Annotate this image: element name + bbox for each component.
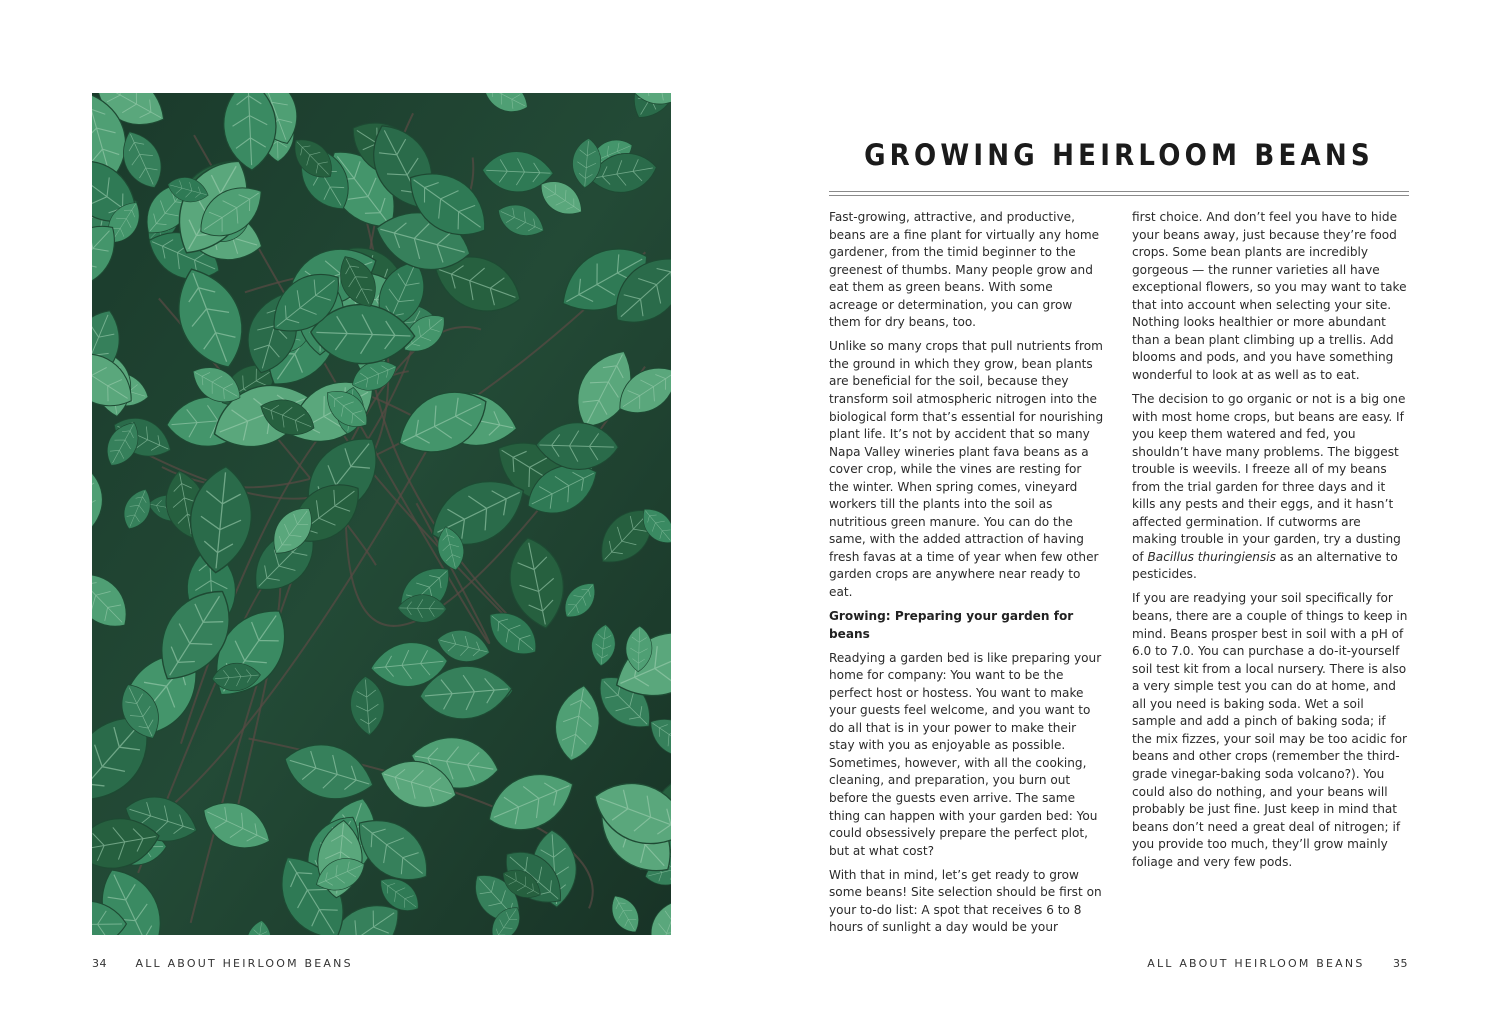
text-column-left xyxy=(829,209,1105,943)
paragraph: Fast-growing, attractive, and productive, beans are a fine plant for virtually any home gardener, from the timid beginner to the greenest of thumbs. Many people grow and eat them as green beans. With some acreage or determination, you can grow them for dry beans, too. xyxy=(829,210,1100,330)
paragraph: Unlike so many crops that pull nutrients from the ground in which they grow, bean plants are beneficial for the soil, because they transform soil atmospheric nitrogen into the biological form that’s essential for nourishing plant life. It’s not by accident that so many Napa Valley wineries plant fava beans as a cover crop, while the vines are resting for the winter. When spring comes, vineyard workers till the plants into the soil as nutritious green manure. You can do the same, with the added attraction of having fresh favas at a time of year when few other garden crops are anywhere near ready to eat. xyxy=(829,339,1104,599)
paragraph: With that in mind, let’s get ready to grow some beans! Site selection should be first on your to-do list: A spot that receives 6 to 8 hours of sunlight a day would be your xyxy=(829,867,1102,935)
running-head-right: ALL ABOUT HEIRLOOM BEANS xyxy=(1147,957,1365,970)
text-column-right xyxy=(1132,209,1408,878)
running-head-left: ALL ABOUT HEIRLOOM BEANS xyxy=(135,957,353,970)
subheading: Growing: Preparing your garden for beans xyxy=(829,609,1074,641)
bean-leaves-photo xyxy=(92,93,671,935)
paragraph: first choice. And don’t feel you have to hide your beans away, just because they’re food crops. Some bean plants are incredibly gorgeous — the runner varieties all have exceptional flowers, so you may want to take that into account when selecting your site. Nothing looks healthier or more abundant than a bean plant climbing up a trellis. Add blooms and pods, and you have something wonderful to look at as well as to eat. xyxy=(1132,210,1407,382)
title-rule-bottom xyxy=(829,195,1409,196)
footer-right xyxy=(1147,957,1408,970)
paragraph xyxy=(1132,391,1408,584)
leaf-illustration xyxy=(92,93,671,935)
page-title: GROWING HEIRLOOM BEANS xyxy=(864,138,1374,172)
page-number-right: 35 xyxy=(1393,957,1408,970)
species-name: Bacillus thuringiensis xyxy=(1147,549,1276,564)
paragraph: If you are readying your soil specifically for beans, there are a couple of things to keep in mind. Beans prosper best in soil with a pH of 6.0 to 7.0. You can purchase a do-it-yourself soil test kit from a local nursery. There is also a very simple test you can do at home, and all you need is baking soda. Wet a soil sample and add a pinch of baking soda; if the mix fizzes, your soil may be too acidic for beans and other crops (remember the third-grade vinegar-baking soda volcano?). You could also do nothing, and your beans will probably be just fine. Just keep in mind that beans don’t need a great deal of nitrogen; if you provide too much, they’ll grow mainly foliage and very few pods. xyxy=(1132,591,1408,869)
paragraph-text: as an alternative to pesticides. xyxy=(1132,549,1398,582)
footer-left xyxy=(92,957,353,970)
title-rule-top xyxy=(829,191,1409,192)
paragraph: Readying a garden bed is like preparing your home for company: You want to be the perfect host or hostess. You want to make your guests feel welcome, and you want to do all that is in your power to make their stay with you as enjoyable as possible. Sometimes, however, with all the cooking, cleaning, and preparation, you burn out before the guests even arrive. The same thing can happen with your garden bed: You could obsessively prepare the perfect plot, but at what cost? xyxy=(829,650,1102,858)
paragraph-text: The decision to go organic or not is a big one with most home crops, but beans are easy. If you keep them watered and fed, you shouldn’t have many problems. The biggest trouble is weevils. I freeze all of my beans from the trial garden for three days and it kills any pests and their eggs, and it hasn’t affected germination. If cutworms are making trouble in your garden, try a dusting of xyxy=(1132,391,1406,564)
page-number-left: 34 xyxy=(92,957,107,970)
